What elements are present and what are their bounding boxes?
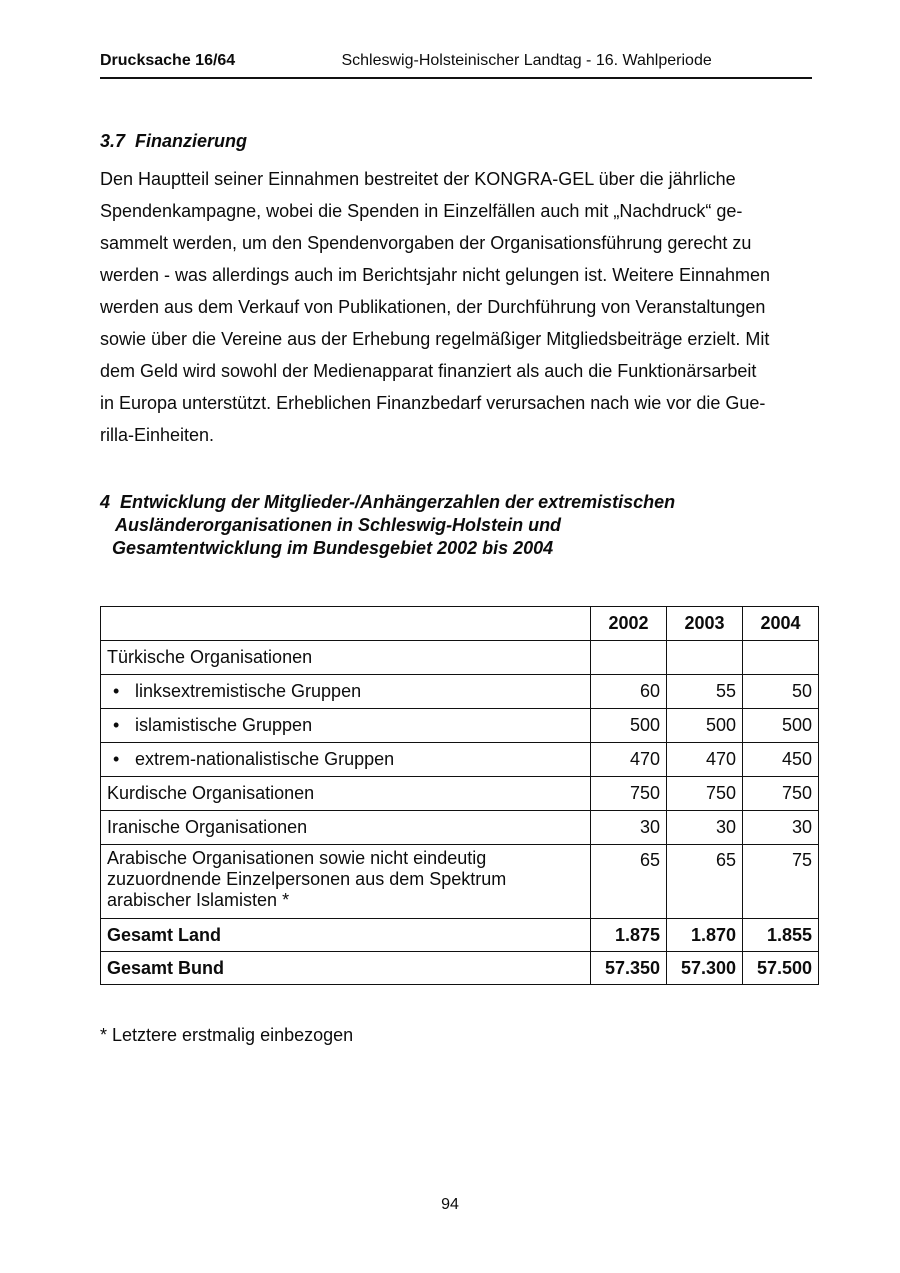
row-value: 1.875 (591, 919, 667, 952)
section-4-heading-line: Gesamtentwicklung im Bundesgebiet 2002 bis 2004 (112, 538, 554, 558)
row-label-line: arabischer Islamisten * (107, 890, 290, 910)
table-row (101, 641, 819, 675)
row-label-text: extrem-nationalistische Gruppen (135, 749, 395, 769)
row-label (101, 675, 591, 709)
section-4-heading-line: 4 Entwicklung der Mitglieder-/Anhängerzahlen der extremistischen (100, 492, 676, 512)
table-header-year: 2002 (591, 607, 667, 641)
paragraph-line: werden aus dem Verkauf von Publikationen, der Durchführung von Veranstaltungen (100, 297, 766, 317)
bullet-icon: • (113, 715, 120, 735)
row-value: 30 (667, 811, 743, 845)
paragraph-line: dem Geld wird sowohl der Medienapparat finanziert als auch die Funktionärsarbeit (100, 361, 757, 381)
footnote: * Letztere erstmalig einbezogen (100, 1025, 354, 1045)
paragraph-line: sowie über die Vereine aus der Erhebung regelmäßiger Mitgliedsbeiträge erzielt. Mit (100, 329, 770, 349)
row-label-text: islamistische Gruppen (135, 715, 313, 735)
bullet-icon: • (113, 749, 120, 769)
row-label: Gesamt Land (101, 919, 591, 952)
table-header-empty-cell (101, 607, 591, 641)
row-value: 57.500 (743, 952, 819, 985)
table-total-row (101, 952, 819, 985)
table-row (101, 743, 819, 777)
row-label-text: linksextremistische Gruppen (135, 681, 362, 701)
header-rule (100, 77, 812, 79)
doc-number: Drucksache 16/64 (100, 52, 236, 69)
row-value: 65 (591, 845, 667, 919)
row-value: 1.855 (743, 919, 819, 952)
row-value: 500 (591, 709, 667, 743)
table-row (101, 777, 819, 811)
paragraph-line: rilla-Einheiten. (100, 425, 215, 445)
section-4-heading (100, 491, 818, 560)
row-value: 450 (743, 743, 819, 777)
row-label: Iranische Organisationen (101, 811, 591, 845)
table-total-row (101, 919, 819, 952)
paragraph-line: in Europa unterstützt. Erheblichen Finanzbedarf verursachen nach wie vor die Gue- (100, 393, 766, 413)
row-value: 470 (667, 743, 743, 777)
row-value (743, 641, 819, 675)
row-value: 50 (743, 675, 819, 709)
row-value: 470 (591, 743, 667, 777)
row-value: 55 (667, 675, 743, 709)
row-label (101, 845, 591, 919)
row-value: 30 (743, 811, 819, 845)
section-4-heading-line: Ausländerorganisationen in Schleswig-Holstein und (115, 515, 562, 535)
row-label (101, 743, 591, 777)
row-value: 500 (667, 709, 743, 743)
paragraph-line: Spendenkampagne, wobei die Spenden in Einzelfällen auch mit „Nachdruck“ ge- (100, 201, 743, 221)
row-label: Türkische Organisationen (101, 641, 591, 675)
table-header-row (101, 607, 819, 641)
row-value: 750 (667, 777, 743, 811)
row-value: 1.870 (667, 919, 743, 952)
row-value: 65 (667, 845, 743, 919)
row-value: 57.350 (591, 952, 667, 985)
membership-table (100, 606, 819, 985)
table-row (101, 675, 819, 709)
row-value: 500 (743, 709, 819, 743)
row-label-line: zuzuordnende Einzelpersonen aus dem Spektrum (107, 869, 507, 889)
table-row (101, 845, 819, 919)
row-value: 57.300 (667, 952, 743, 985)
bullet-icon: • (113, 681, 120, 701)
row-value (591, 641, 667, 675)
row-value: 60 (591, 675, 667, 709)
row-label-line: Arabische Organisationen sowie nicht eindeutig (107, 848, 487, 868)
page-number: 94 (441, 1196, 459, 1213)
row-value: 750 (591, 777, 667, 811)
section-3-7-heading: 3.7 Finanzierung (100, 131, 248, 151)
table-header-year: 2003 (667, 607, 743, 641)
table-row (101, 709, 819, 743)
document-header (100, 52, 818, 70)
row-value: 30 (591, 811, 667, 845)
table-row (101, 811, 819, 845)
paragraph-line: werden - was allerdings auch im Berichtsjahr nicht gelungen ist. Weitere Einnahmen (100, 265, 771, 285)
row-label: Kurdische Organisationen (101, 777, 591, 811)
row-label: Gesamt Bund (101, 952, 591, 985)
table-header-year: 2004 (743, 607, 819, 641)
paragraph-line: Den Hauptteil seiner Einnahmen bestreitet der KONGRA-GEL über die jährliche (100, 169, 736, 189)
finanzierung-paragraph (100, 163, 818, 451)
row-value: 750 (743, 777, 819, 811)
row-value (667, 641, 743, 675)
row-value: 75 (743, 845, 819, 919)
paragraph-line: sammelt werden, um den Spendenvorgaben der Organisationsführung gerecht zu (100, 233, 752, 253)
doc-title: Schleswig-Holsteinischer Landtag - 16. Wahlperiode (341, 52, 712, 69)
row-label (101, 709, 591, 743)
